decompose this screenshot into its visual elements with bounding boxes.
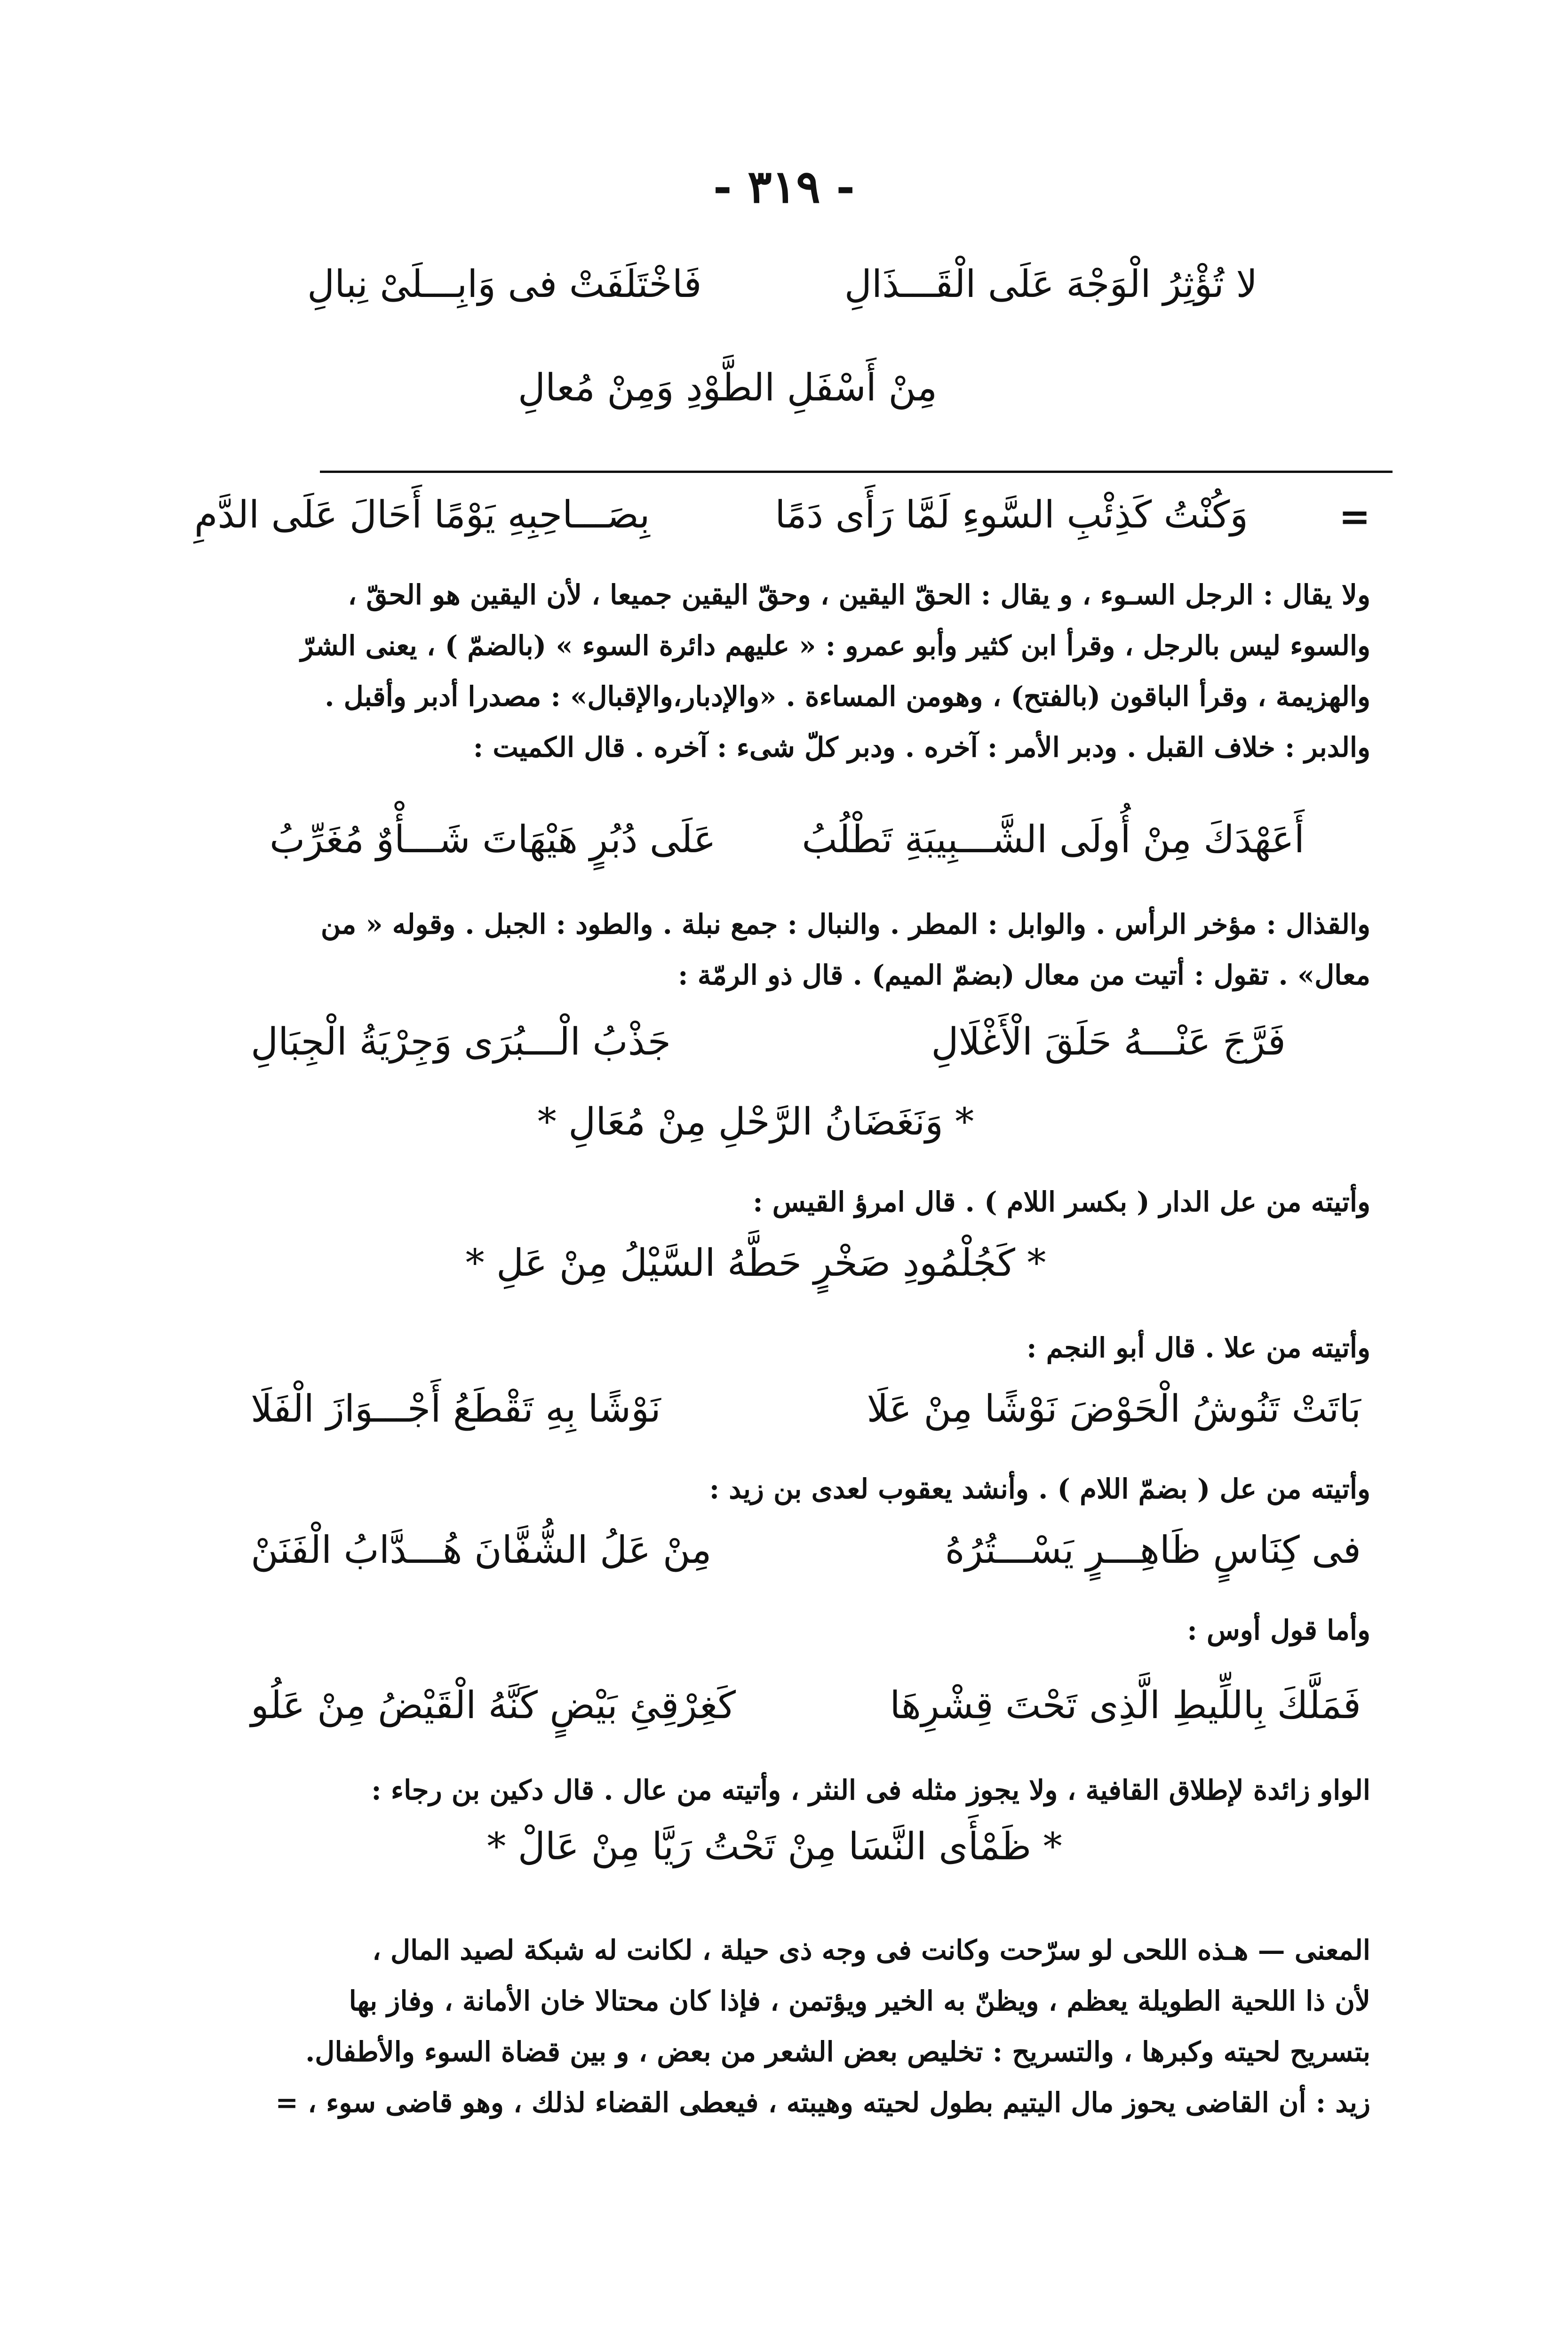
verse-abu-najm-hemistich-2: نَوْشًا بِهِ تَقْطَعُ أَجْـــوَازَ الْفَلَا	[251, 1387, 661, 1431]
page-number: - ٣١٩ -	[713, 160, 855, 213]
verse-kumayt	[270, 819, 1305, 860]
verse-dhurumma-line-2: * وَنَغَضَانُ الرَّحْلِ مِنْ مُعَالِ *	[537, 1100, 974, 1144]
verse-dhurumma	[251, 1021, 1286, 1063]
text-line: الواو زائدة لإطلاق القافية ، ولا يجوز مثله فى النثر ، وأتيته من عال . قال دكين بن رجاء :	[371, 1774, 1370, 1806]
separator-rule	[320, 471, 1393, 473]
commentary-line-3	[194, 1176, 1370, 1227]
footnote-verse	[194, 494, 1248, 536]
verse-dukayn: * ظَمْأَى النَّسَا مِنْ تَحْتُ رَيَّا مِنْ عَالْ *	[487, 1824, 1062, 1868]
main-verse-hemistich-1: لا تُؤْثِرُ الْوَجْهَ عَلَى الْقَـــذَالِ	[844, 262, 1258, 306]
meaning-paragraph	[194, 1925, 1370, 2128]
verse-adi-hemistich-2: مِنْ عَلُ الشُّفَّانَ هُـــدَّابُ الْفَنَنْ	[251, 1528, 712, 1572]
verse-kumayt-hemistich-1: أَعَهْدَكَ مِنْ أُولَى الشَّـــبِيبَةِ تَطْلُبُ	[802, 817, 1305, 861]
main-verse-line-2: مِنْ أَسْفَلِ الطَّوْدِ وَمِنْ مُعالِ	[517, 366, 938, 409]
verse-imru-al-qays: * كَجُلْمُودِ صَخْرٍ حَطَّهُ السَّيْلُ مِنْ عَلِ *	[465, 1241, 1046, 1285]
text-line: وأتيته من عل الدار ( بكسر اللام ) . قال امرؤ القيس :	[753, 1186, 1370, 1218]
text-line: والسوء ليس بالرجل ، وقرأ ابن كثير وأبو عمرو : « عليهم دائرة السوء » (بالضمّ ) ، يعنى الشرّ	[300, 630, 1370, 662]
text-line: بتسريح لحيته وكبرها ، والتسريح : تخليص بعض الشعر من بعض ، و بين قضاة السوء والأطفال.	[305, 2036, 1370, 2068]
main-verse-hemistich-2: فَاخْتَلَفَتْ فى وَابِـــلَىْ نِبالِ	[307, 262, 702, 306]
text-line: وأتيته من علا . قال أبو النجم :	[1027, 1332, 1370, 1364]
footnote-verse-hemistich-2: بِصَـــاحِبِهِ يَوْمًا أَحَالَ عَلَى الدَّمِ	[194, 493, 650, 536]
commentary-line-6	[194, 1605, 1370, 1656]
verse-aws-hemistich-2: كَغِرْقِئِ بَيْضٍ كَنَّهُ الْقَيْضُ مِنْ عَلُو	[251, 1683, 736, 1727]
commentary-line-4	[194, 1322, 1370, 1373]
main-verse-line-1	[307, 264, 1258, 305]
verse-dhurumma-hemistich-2: جَذْبُ الْـــبُرَى وَجِرْيَةُ الْجِبَالِ	[251, 1020, 671, 1064]
verse-adi-ibn-zayd	[251, 1529, 1361, 1571]
commentary-paragraph-2	[194, 899, 1370, 1000]
text-line: زيد : أن القاضى يحوز مال اليتيم بطول لحيته وهيبته ، فيعطى القضاء لذلك ، وهو قاضى سوء ، =	[275, 2087, 1370, 2119]
verse-aws-hemistich-1: فَمَلَّكَ بِاللِّيطِ الَّذِى تَحْتَ قِشْرِهَا	[890, 1683, 1361, 1727]
text-line: ولا يقال : الرجل السـوء ، و يقال : الحقّ اليقين ، وحقّ اليقين جميعا ، لأن اليقين هو الحقّ ،	[348, 579, 1370, 611]
footnote-marker: =	[1338, 494, 1370, 538]
verse-abu-najm-hemistich-1: بَاتَتْ تَنُوشُ الْحَوْضَ نَوْشًا مِنْ عَلَا	[867, 1387, 1361, 1431]
text-line: وأما قول أوس :	[1187, 1614, 1370, 1646]
text-line: والدبر : خلاف القبل . ودبر الأمر : آخره . ودبر كلّ شىء : آخره . قال الكميت :	[473, 731, 1370, 763]
commentary-line-7	[194, 1765, 1370, 1816]
text-line: والهزيمة ، وقرأ الباقون (بالفتح) ، وهومن المساءة . «والإدبار،والإقبال» : مصدرا أدبر وأقبل .	[325, 680, 1370, 712]
text-line: وأتيته من عل ( بضمّ اللام ) . وأنشد يعقوب لعدى بن زيد :	[709, 1473, 1370, 1505]
verse-aws	[251, 1685, 1361, 1726]
text-line: معال» . تقول : أتيت من معال (بضمّ الميم) . قال ذو الرمّة :	[678, 959, 1370, 991]
text-line: المعنى — هـذه اللحى لو سرّحت وكانت فى وجه ذى حيلة ، لكانت له شبكة لصيد المال ،	[372, 1934, 1370, 1966]
verse-abu-najm	[251, 1388, 1361, 1430]
commentary-paragraph-1	[194, 569, 1370, 773]
commentary-line-5	[194, 1464, 1370, 1514]
verse-adi-hemistich-1: فى كِنَاسٍ ظَاهِـــرٍ يَسْـــتُرُهُ	[945, 1528, 1361, 1572]
verse-dhurumma-hemistich-1: فَرَّجَ عَنْـــهُ حَلَقَ الْأَغْلَالِ	[931, 1020, 1286, 1064]
text-line: لأن ذا اللحية الطويلة يعظم ، ويظنّ به الخير ويؤتمن ، فإذا كان محتالا خان الأمانة ، وفاز بها	[349, 1985, 1370, 2017]
footnote-verse-hemistich-1: وَكُنْتُ كَذِئْبِ السَّوءِ لَمَّا رَأَى دَمًا	[775, 493, 1248, 536]
verse-kumayt-hemistich-2: عَلَى دُبُرٍ هَيْهَاتَ شَـــأْوٌ مُغَرِّبُ	[270, 817, 716, 861]
text-line: والقذال : مؤخر الرأس . والوابل : المطر . والنبال : جمع نبلة . والطود : الجبل . وقوله « من	[320, 908, 1370, 940]
